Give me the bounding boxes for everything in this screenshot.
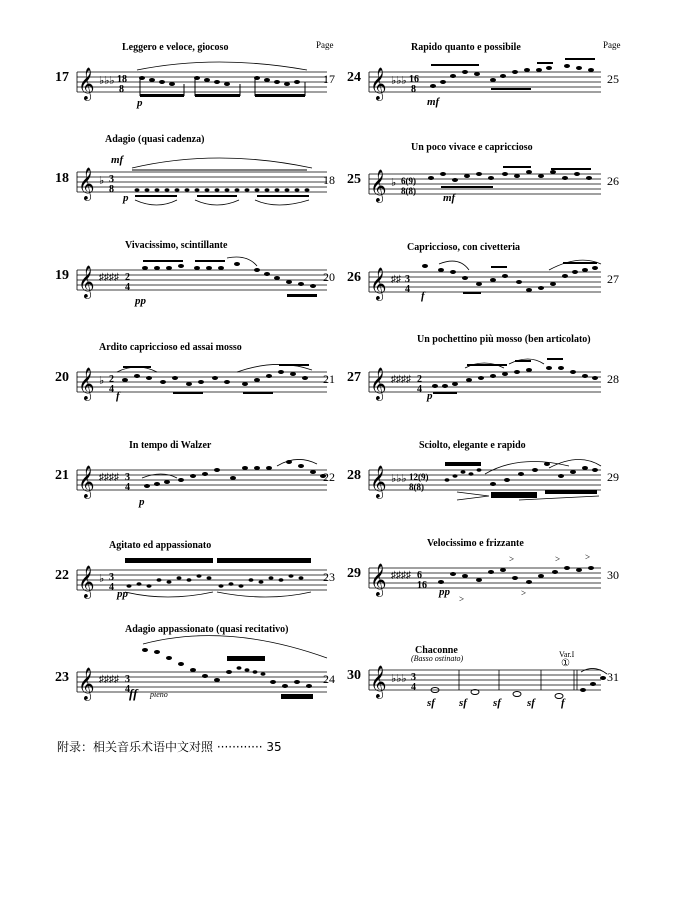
dynamic-marking: p (137, 97, 143, 109)
incipit-20 (55, 342, 355, 422)
incipit-22 (55, 540, 355, 620)
svg-text:♭: ♭ (391, 177, 397, 189)
music-staff (77, 260, 327, 300)
page-number: 21 (323, 372, 335, 386)
incipit-27 (347, 334, 647, 422)
incipit-number: 24 (347, 70, 361, 85)
incipit-number: 18 (55, 171, 69, 186)
incipit-number: 22 (55, 568, 69, 583)
page-number: 22 (323, 470, 335, 484)
tempo-marking: Ardito capriccioso ed assai mosso (99, 342, 242, 353)
music-staff (77, 662, 327, 702)
chaconne-subtitle: (Basso ostinato) (411, 654, 464, 663)
music-staff (369, 262, 619, 302)
tempo-marking: Un poco vivace e capriccioso (411, 142, 533, 153)
page-number: 31 (607, 670, 619, 684)
svg-text:♭♭♭: ♭♭♭ (391, 673, 407, 685)
incipit-24 (347, 42, 647, 122)
svg-text:16: 16 (409, 74, 419, 85)
svg-text:3: 3 (109, 572, 114, 583)
svg-text:>: > (509, 554, 515, 564)
svg-text:♭: ♭ (99, 375, 105, 387)
svg-text:18: 18 (117, 74, 127, 85)
svg-text:♯♯♯♯: ♯♯♯♯ (391, 570, 411, 581)
svg-text:𝄞: 𝄞 (370, 465, 387, 498)
svg-text:4: 4 (125, 684, 130, 695)
dynamic-marking: p (427, 390, 433, 402)
svg-text:♯♯♯♯: ♯♯♯♯ (99, 272, 119, 283)
svg-text:3: 3 (411, 672, 416, 683)
svg-text:2: 2 (417, 374, 422, 385)
svg-text:>: > (555, 554, 561, 564)
svg-text:>: > (459, 594, 465, 604)
incipit-number: 26 (347, 270, 361, 285)
svg-text:8: 8 (109, 184, 114, 195)
page-label-right: Page (603, 40, 621, 50)
music-staff (369, 164, 619, 204)
svg-text:3: 3 (125, 674, 130, 685)
svg-text:𝄞: 𝄞 (78, 67, 95, 100)
svg-text:4: 4 (411, 682, 416, 693)
incipit-number: 28 (347, 468, 361, 483)
svg-text:♭: ♭ (99, 573, 105, 585)
svg-text:8(8): 8(8) (401, 186, 416, 196)
incipit-28 (347, 440, 647, 520)
dynamic-marking: f (421, 290, 425, 302)
page-label-left: Page (316, 40, 334, 50)
music-staff (77, 560, 327, 600)
svg-text:8(8): 8(8) (409, 482, 424, 492)
dynamic-marking: mf (427, 96, 440, 108)
appendix-toc-entry: 附录：相关音乐术语中文对照 ············ 35 (57, 740, 282, 754)
svg-text:♭: ♭ (99, 175, 105, 187)
dynamic-marking: ff (129, 686, 138, 701)
incipit-18 (55, 134, 355, 220)
incipit-number: 17 (55, 70, 69, 85)
svg-text:3: 3 (405, 274, 410, 285)
incipit-21 (55, 440, 355, 520)
tempo-marking: Agitato ed appassionato (109, 540, 212, 551)
tempo-marking: Sciolto, elegante e rapido (419, 440, 526, 451)
svg-text:2: 2 (109, 374, 114, 385)
svg-text:♭♭♭: ♭♭♭ (391, 75, 407, 87)
svg-text:𝄞: 𝄞 (78, 265, 95, 298)
incipit-number: 23 (55, 670, 69, 685)
incipit-number: 25 (347, 172, 361, 187)
svg-text:6(9): 6(9) (401, 176, 416, 186)
music-staff (369, 460, 619, 500)
incipit-number: 30 (347, 668, 361, 683)
tempo-marking: Chaconne (415, 645, 458, 656)
svg-text:12(9): 12(9) (409, 472, 429, 482)
incipit-30 (347, 640, 647, 720)
svg-text:4: 4 (125, 282, 130, 293)
dynamic-marking: pp (135, 295, 146, 307)
svg-text:♭♭♭: ♭♭♭ (99, 75, 115, 87)
incipit-number: 19 (55, 268, 69, 283)
svg-text:>: > (585, 552, 591, 562)
music-staff (77, 62, 327, 102)
tempo-marking: Adagio appassionato (quasi recitativo) (125, 624, 289, 635)
dynamic-marking: sf (527, 697, 535, 709)
dynamic-marking: f (116, 390, 120, 402)
svg-text:♯♯♯♯: ♯♯♯♯ (391, 374, 411, 385)
svg-text:6: 6 (417, 570, 422, 581)
dynamic-marking: p (123, 192, 129, 204)
variation-circle: ① (561, 658, 570, 669)
incipit-26 (347, 242, 647, 322)
svg-text:𝄞: 𝄞 (78, 465, 95, 498)
dynamic-marking: sf (459, 697, 467, 709)
page-number: 17 (323, 72, 335, 86)
dynamic-marking: sf (427, 697, 435, 709)
tempo-marking: In tempo di Walzer (129, 440, 212, 451)
svg-text:𝄞: 𝄞 (78, 565, 95, 598)
svg-text:𝄞: 𝄞 (78, 667, 95, 700)
tempo-marking: Rapido quanto e possibile (411, 42, 521, 53)
music-staff (369, 62, 619, 102)
music-staff (369, 552, 619, 604)
svg-text:𝄞: 𝄞 (370, 665, 387, 698)
dynamic-marking: pp (117, 588, 128, 600)
tempo-marking: Vivacissimo, scintillante (125, 240, 228, 251)
svg-text:𝄞: 𝄞 (370, 367, 387, 400)
svg-text:4: 4 (109, 582, 114, 593)
page-number: 28 (607, 372, 619, 386)
svg-text:𝄞: 𝄞 (370, 169, 387, 202)
music-staff (369, 362, 619, 402)
incipit-number: 20 (55, 370, 69, 385)
svg-text:>: > (521, 588, 527, 598)
svg-text:4: 4 (109, 384, 114, 395)
page-number: 26 (607, 174, 619, 188)
incipit-number: 29 (347, 566, 361, 581)
incipit-25 (347, 142, 647, 222)
svg-text:𝄞: 𝄞 (370, 67, 387, 100)
incipit-29 (347, 538, 647, 618)
tempo-marking: Un pochettino più mosso (ben articolato) (417, 334, 591, 345)
tempo-marking: Adagio (quasi cadenza) (105, 134, 205, 145)
page-number: 24 (323, 672, 335, 686)
svg-text:𝄞: 𝄞 (370, 267, 387, 300)
svg-text:16: 16 (417, 580, 427, 591)
dynamic-marking: p (139, 496, 145, 508)
variation-label: Var.I (559, 650, 575, 659)
dynamic-marking-2: f (561, 697, 565, 709)
svg-text:2: 2 (125, 272, 130, 283)
page-number: 29 (607, 470, 619, 484)
dynamic-marking: pp (439, 586, 450, 598)
svg-text:4: 4 (417, 384, 422, 395)
music-staff (77, 460, 327, 500)
tempo-marking: Velocissimo e frizzante (427, 538, 524, 549)
svg-text:3: 3 (109, 174, 114, 185)
svg-text:8: 8 (119, 84, 124, 95)
svg-text:♯♯♯♯: ♯♯♯♯ (99, 674, 119, 685)
page-number: 23 (323, 570, 335, 584)
music-staff (369, 660, 619, 700)
page-number: 30 (607, 568, 619, 582)
svg-text:8: 8 (411, 84, 416, 95)
tempo-marking: Capriccioso, con civetteria (407, 242, 521, 253)
incipit-23 (55, 624, 355, 704)
tempo-marking: Leggero e veloce, giocoso (122, 42, 229, 53)
incipit-number: 27 (347, 370, 361, 385)
dynamic-marking-2: mf (111, 154, 124, 166)
svg-text:♭♭♭: ♭♭♭ (391, 473, 407, 485)
incipit-17 (55, 42, 355, 122)
incipit-number: 21 (55, 468, 69, 483)
svg-text:♯♯♯♯: ♯♯♯♯ (99, 472, 119, 483)
music-staff (77, 162, 327, 202)
svg-text:4: 4 (405, 284, 410, 295)
page-number: 27 (607, 272, 619, 286)
svg-text:𝄞: 𝄞 (78, 167, 95, 200)
music-staff (77, 362, 327, 402)
svg-text:♯♯: ♯♯ (391, 274, 401, 285)
svg-text:𝄞: 𝄞 (78, 367, 95, 400)
svg-text:3: 3 (125, 472, 130, 483)
incipit-19 (55, 240, 355, 320)
dynamic-marking: mf (443, 192, 456, 204)
page-number: 18 (323, 173, 335, 187)
page-number: 25 (607, 72, 619, 86)
svg-text:4: 4 (125, 482, 130, 493)
dynamic-marking: sf (493, 697, 501, 709)
svg-text:𝄞: 𝄞 (370, 563, 387, 596)
page-number: 20 (323, 270, 335, 284)
pieno-marking: pieno (150, 690, 168, 699)
